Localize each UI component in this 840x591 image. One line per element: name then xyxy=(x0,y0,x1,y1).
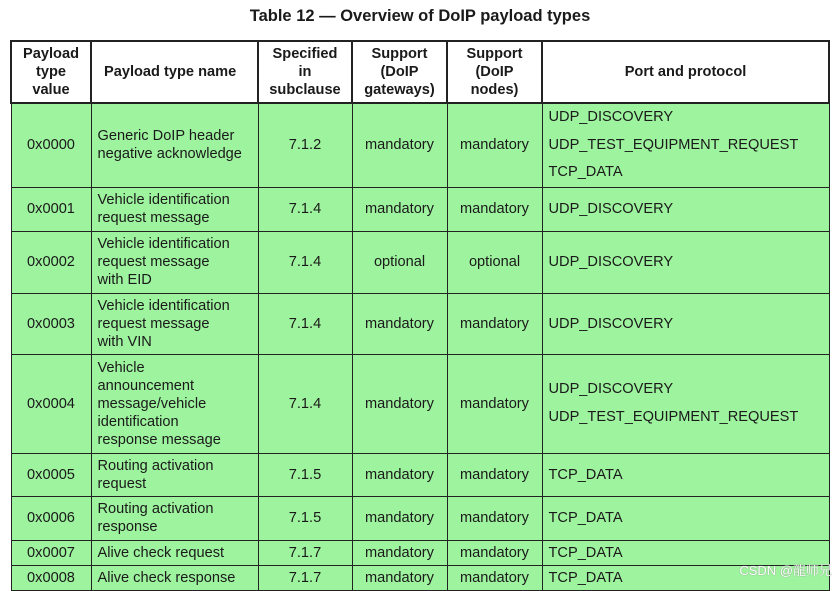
table-row xyxy=(11,540,829,565)
table-row xyxy=(11,565,829,590)
cell-value: 0x0004 xyxy=(11,354,91,453)
table-row xyxy=(11,231,829,293)
table-row xyxy=(11,354,829,453)
cell-nodes: mandatory xyxy=(447,540,542,565)
cell-name: Vehicle identification request message xyxy=(91,187,258,231)
cell-name: Routing activation request xyxy=(91,453,258,496)
cell-subclause: 7.1.4 xyxy=(258,354,352,453)
cell-gateways: mandatory xyxy=(352,496,447,540)
cell-value: 0x0000 xyxy=(11,103,91,187)
header-payload-type-value: Payload type value xyxy=(11,41,91,103)
cell-subclause: 7.1.7 xyxy=(258,540,352,565)
cell-name: Vehicle identification request message with EID xyxy=(91,231,258,293)
cell-subclause: 7.1.4 xyxy=(258,293,352,354)
cell-nodes: mandatory xyxy=(447,103,542,187)
header-support-nodes: Support (DoIP nodes) xyxy=(447,41,542,103)
cell-gateways: mandatory xyxy=(352,187,447,231)
cell-nodes: mandatory xyxy=(447,453,542,496)
cell-value: 0x0006 xyxy=(11,496,91,540)
cell-value: 0x0001 xyxy=(11,187,91,231)
header-port-and-protocol: Port and protocol xyxy=(542,41,829,103)
cell-gateways: mandatory xyxy=(352,293,447,354)
cell-gateways: mandatory xyxy=(352,103,447,187)
watermark: CSDN @龍师兄 xyxy=(739,563,832,578)
cell-value: 0x0003 xyxy=(11,293,91,354)
table-row xyxy=(11,293,829,354)
table-caption: Table 12 — Overview of DoIP payload types xyxy=(249,7,591,25)
table-row xyxy=(11,103,829,187)
cell-gateways: mandatory xyxy=(352,540,447,565)
cell-value: 0x0007 xyxy=(11,540,91,565)
cell-ports: TCP_DATA xyxy=(542,496,829,540)
cell-subclause: 7.1.5 xyxy=(258,453,352,496)
cell-subclause: 7.1.5 xyxy=(258,496,352,540)
cell-name: Vehicle announcement message/vehicle identification response message xyxy=(91,354,258,453)
cell-gateways: mandatory xyxy=(352,453,447,496)
cell-gateways: mandatory xyxy=(352,354,447,453)
cell-value: 0x0002 xyxy=(11,231,91,293)
header-payload-type-name: Payload type name xyxy=(91,41,258,103)
cell-subclause: 7.1.7 xyxy=(258,565,352,590)
cell-nodes: mandatory xyxy=(447,187,542,231)
table-row xyxy=(11,496,829,540)
cell-ports: UDP_DISCOVERY xyxy=(542,231,829,293)
cell-name: Alive check response xyxy=(91,565,258,590)
header-row xyxy=(11,41,829,103)
payload-types-table xyxy=(10,40,830,591)
header-specified-subclause: Specified in subclause xyxy=(258,41,352,103)
table-row xyxy=(11,453,829,496)
cell-subclause: 7.1.2 xyxy=(258,103,352,187)
table-row xyxy=(11,187,829,231)
cell-nodes: optional xyxy=(447,231,542,293)
cell-name: Routing activation response xyxy=(91,496,258,540)
cell-value: 0x0008 xyxy=(11,565,91,590)
cell-ports: UDP_DISCOVERY UDP_TEST_EQUIPMENT_REQUEST xyxy=(542,354,829,453)
cell-name: Vehicle identification request message with VIN xyxy=(91,293,258,354)
cell-subclause: 7.1.4 xyxy=(258,231,352,293)
cell-subclause: 7.1.4 xyxy=(258,187,352,231)
cell-ports: TCP_DATA xyxy=(542,565,829,590)
cell-ports: TCP_DATA xyxy=(542,540,829,565)
header-support-gateways: Support (DoIP gateways) xyxy=(352,41,447,103)
cell-gateways: mandatory xyxy=(352,565,447,590)
cell-ports: UDP_DISCOVERY xyxy=(542,187,829,231)
cell-ports: UDP_DISCOVERY xyxy=(542,293,829,354)
cell-nodes: mandatory xyxy=(447,496,542,540)
cell-name: Generic DoIP header negative acknowledge xyxy=(91,103,258,187)
cell-ports: TCP_DATA xyxy=(542,453,829,496)
cell-name: Alive check request xyxy=(91,540,258,565)
cell-nodes: mandatory xyxy=(447,293,542,354)
cell-nodes: mandatory xyxy=(447,565,542,590)
cell-value: 0x0005 xyxy=(11,453,91,496)
cell-ports: UDP_DISCOVERY UDP_TEST_EQUIPMENT_REQUEST TCP_DATA xyxy=(542,103,829,187)
cell-nodes: mandatory xyxy=(447,354,542,453)
cell-gateways: optional xyxy=(352,231,447,293)
